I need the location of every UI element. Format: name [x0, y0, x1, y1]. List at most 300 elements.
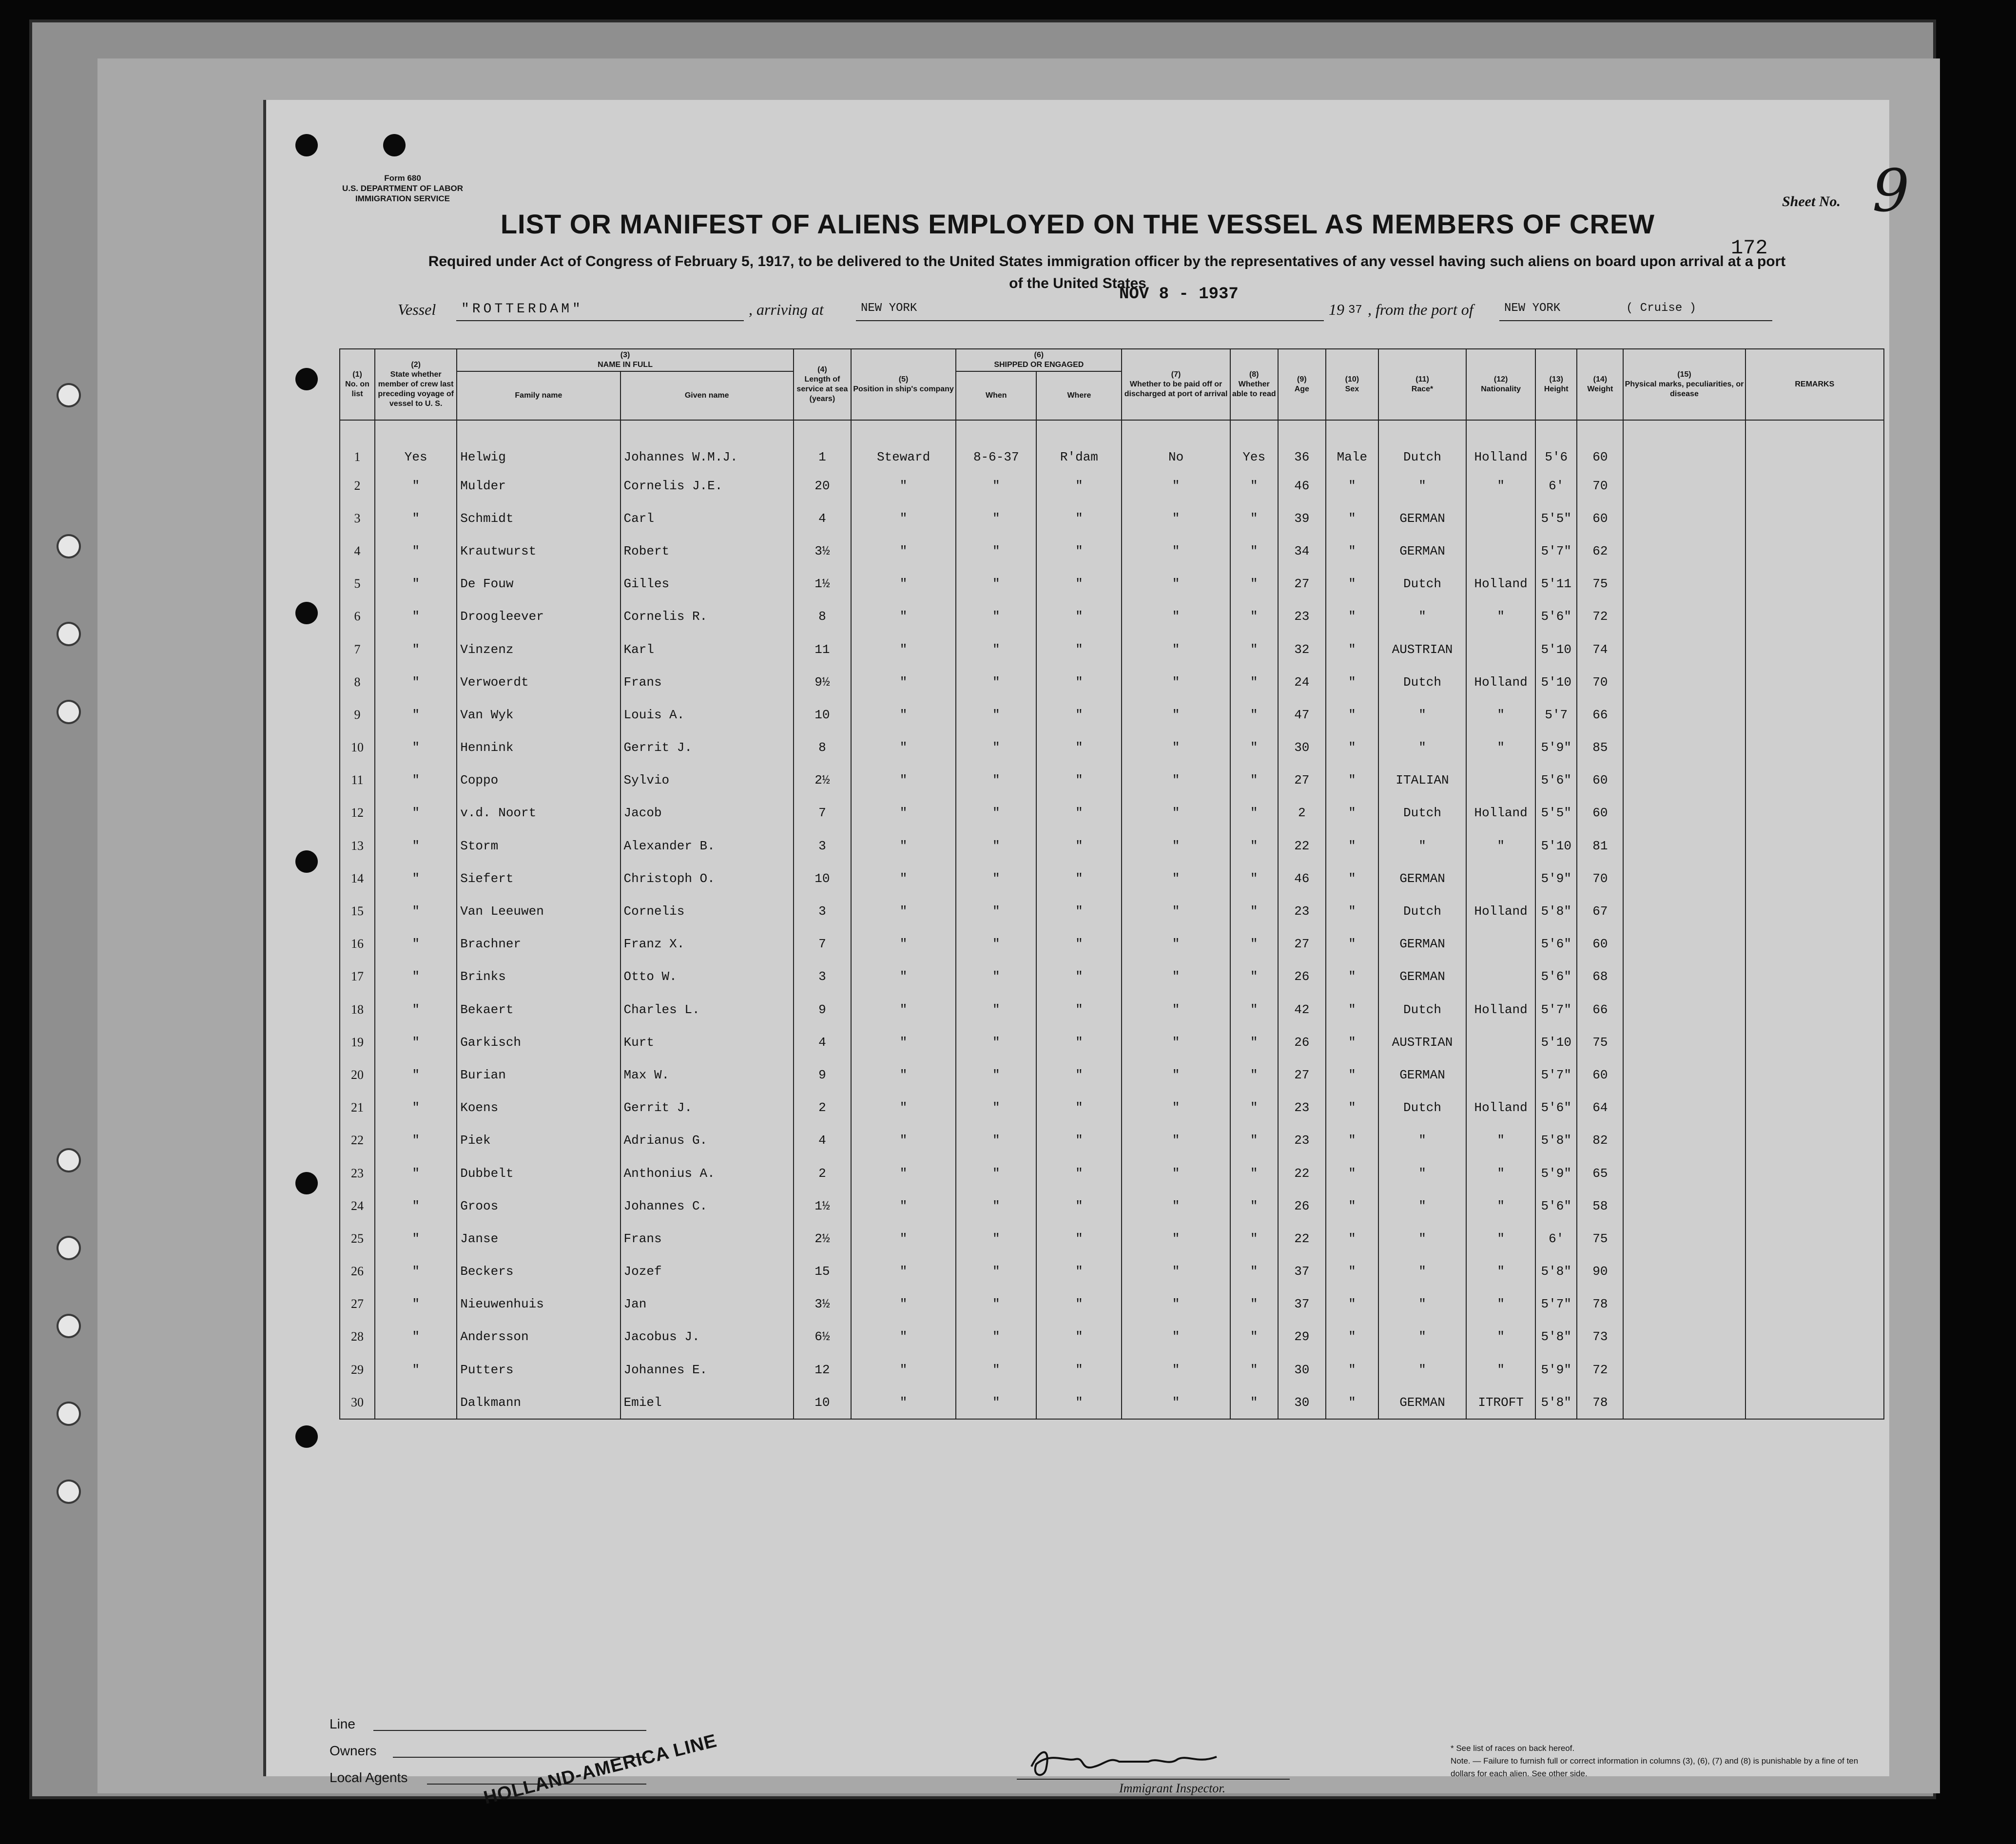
cell-given-name: Karl: [620, 633, 794, 666]
cell-able-to-read: ": [1230, 535, 1278, 567]
cell-number: 4: [340, 535, 375, 567]
cell-weight: 68: [1577, 960, 1623, 993]
cell-shipped-when: 8-6-37: [956, 420, 1036, 469]
cell-service-years: 8: [794, 731, 851, 764]
cell-number: 20: [340, 1058, 375, 1091]
cell-height: 5'6": [1535, 764, 1577, 797]
cell-nationality: ": [1466, 829, 1535, 862]
cell-height: 5'6": [1535, 960, 1577, 993]
cell-nationality: ": [1466, 1321, 1535, 1353]
cell-given-name: Cornelis: [620, 895, 794, 927]
cell-nationality: ": [1466, 1222, 1535, 1255]
cell-shipped-where: ": [1036, 1353, 1122, 1386]
table-row: [340, 1026, 1884, 1058]
cell-family-name: Helwig: [457, 420, 620, 469]
cell-weight: 60: [1577, 502, 1623, 535]
table-row: [340, 829, 1884, 862]
cell-height: 5'7": [1535, 535, 1577, 567]
cell-paid-off: ": [1122, 1255, 1230, 1288]
cell-shipped-where: ": [1036, 1157, 1122, 1190]
cell-family-name: Andersson: [457, 1321, 620, 1353]
cell-service-years: 11: [794, 633, 851, 666]
cell-sex: ": [1326, 1190, 1378, 1222]
cell-shipped-where: ": [1036, 829, 1122, 862]
cell-race: GERMAN: [1378, 535, 1466, 567]
cell-shipped-where: ": [1036, 1222, 1122, 1255]
cell-given-name: Gilles: [620, 568, 794, 600]
col-header-when: When: [956, 371, 1036, 420]
cell-family-name: Dalkmann: [457, 1386, 620, 1419]
cell-able-to-read: ": [1230, 1386, 1278, 1419]
cell-shipped-when: ": [956, 1058, 1036, 1091]
cell-previous-voyage: ": [375, 568, 457, 600]
col-header-race: (11) Race*: [1378, 349, 1466, 420]
cell-shipped-where: ": [1036, 1255, 1122, 1288]
cell-family-name: Beckers: [457, 1255, 620, 1288]
cell-number: 27: [340, 1288, 375, 1321]
cell-previous-voyage: ": [375, 993, 457, 1026]
table-row: [340, 895, 1884, 927]
cell-nationality: ITROFT: [1466, 1386, 1535, 1419]
cell-weight: 67: [1577, 895, 1623, 927]
cell-sex: ": [1326, 895, 1378, 927]
vessel-label: Vessel: [398, 301, 436, 318]
cell-remarks: [1745, 420, 1884, 469]
cell-nationality: ": [1466, 469, 1535, 502]
cell-given-name: Jozef: [620, 1255, 794, 1288]
cell-family-name: Vinzenz: [457, 633, 620, 666]
cell-previous-voyage: ": [375, 633, 457, 666]
cell-paid-off: ": [1122, 829, 1230, 862]
cell-position: ": [851, 1058, 956, 1091]
cell-physical-marks: [1623, 698, 1745, 731]
cell-position: ": [851, 1386, 956, 1419]
cell-shipped-where: ": [1036, 895, 1122, 927]
table-row: [340, 1092, 1884, 1124]
cell-previous-voyage: ": [375, 1026, 457, 1058]
cell-remarks: [1745, 469, 1884, 502]
cell-position: ": [851, 895, 956, 927]
cell-nationality: ": [1466, 1353, 1535, 1386]
cell-nationality: [1466, 764, 1535, 797]
cell-able-to-read: ": [1230, 600, 1278, 633]
cell-shipped-when: ": [956, 1124, 1036, 1157]
cell-able-to-read: ": [1230, 1255, 1278, 1288]
cell-service-years: 7: [794, 797, 851, 829]
cell-family-name: De Fouw: [457, 568, 620, 600]
cell-nationality: Holland: [1466, 1092, 1535, 1124]
cell-height: 5'10: [1535, 666, 1577, 698]
cell-previous-voyage: ": [375, 1157, 457, 1190]
table-row: [340, 1386, 1884, 1419]
cell-paid-off: ": [1122, 993, 1230, 1026]
cell-physical-marks: [1623, 1386, 1745, 1419]
cell-sex: ": [1326, 1124, 1378, 1157]
cell-able-to-read: ": [1230, 698, 1278, 731]
cell-paid-off: ": [1122, 764, 1230, 797]
table-row: [340, 1157, 1884, 1190]
cell-family-name: Brachner: [457, 928, 620, 960]
cell-service-years: 1½: [794, 1190, 851, 1222]
cell-height: 5'5": [1535, 797, 1577, 829]
cell-age: 23: [1278, 600, 1326, 633]
cell-previous-voyage: ": [375, 1255, 457, 1288]
cell-nationality: ": [1466, 1288, 1535, 1321]
cell-shipped-when: ": [956, 1353, 1036, 1386]
cell-given-name: Jacob: [620, 797, 794, 829]
cell-service-years: 1½: [794, 568, 851, 600]
cell-paid-off: ": [1122, 1058, 1230, 1091]
cell-nationality: Holland: [1466, 895, 1535, 927]
cell-sex: ": [1326, 764, 1378, 797]
cell-shipped-when: ": [956, 666, 1036, 698]
cell-number: 23: [340, 1157, 375, 1190]
cell-shipped-when: ": [956, 862, 1036, 895]
cell-physical-marks: [1623, 1026, 1745, 1058]
race-footnote: * See list of races on back hereof.: [1451, 1744, 1575, 1753]
cell-position: ": [851, 502, 956, 535]
cell-family-name: Verwoerdt: [457, 666, 620, 698]
cell-position: ": [851, 1190, 956, 1222]
cell-number: 5: [340, 568, 375, 600]
cell-service-years: 15: [794, 1255, 851, 1288]
cell-given-name: Kurt: [620, 1026, 794, 1058]
cell-able-to-read: ": [1230, 829, 1278, 862]
cell-remarks: [1745, 829, 1884, 862]
cell-able-to-read: ": [1230, 731, 1278, 764]
cell-height: 5'11: [1535, 568, 1577, 600]
cell-weight: 73: [1577, 1321, 1623, 1353]
cell-position: ": [851, 797, 956, 829]
cell-race: GERMAN: [1378, 1058, 1466, 1091]
col-header-marks: (15) Physical marks, peculiarities, or disease: [1623, 349, 1745, 420]
cell-number: 6: [340, 600, 375, 633]
cell-sex: ": [1326, 829, 1378, 862]
cell-age: 39: [1278, 502, 1326, 535]
cell-weight: 64: [1577, 1092, 1623, 1124]
cell-paid-off: ": [1122, 502, 1230, 535]
col-header-shipped: (6) SHIPPED OR ENGAGED: [956, 349, 1122, 371]
cell-service-years: 2½: [794, 1222, 851, 1255]
cell-given-name: Gerrit J.: [620, 1092, 794, 1124]
cell-able-to-read: ": [1230, 666, 1278, 698]
cell-able-to-read: ": [1230, 1026, 1278, 1058]
cell-given-name: Max W.: [620, 1058, 794, 1091]
cell-able-to-read: ": [1230, 568, 1278, 600]
cell-remarks: [1745, 1092, 1884, 1124]
cell-given-name: Johannes W.M.J.: [620, 420, 794, 469]
cell-remarks: [1745, 568, 1884, 600]
cell-able-to-read: ": [1230, 633, 1278, 666]
cell-height: 5'5": [1535, 502, 1577, 535]
cell-given-name: Gerrit J.: [620, 731, 794, 764]
arrival-port: NEW YORK: [861, 302, 917, 315]
cell-height: 5'7": [1535, 1058, 1577, 1091]
cell-previous-voyage: [375, 1386, 457, 1419]
cell-previous-voyage: ": [375, 731, 457, 764]
cell-able-to-read: ": [1230, 928, 1278, 960]
cell-previous-voyage: ": [375, 1190, 457, 1222]
cell-race: ": [1378, 1353, 1466, 1386]
punch-hole: [295, 1425, 318, 1448]
cell-able-to-read: Yes: [1230, 420, 1278, 469]
table-row: [340, 1353, 1884, 1386]
cell-able-to-read: ": [1230, 469, 1278, 502]
cell-weight: 65: [1577, 1157, 1623, 1190]
cell-physical-marks: [1623, 1321, 1745, 1353]
cell-given-name: Jacobus J.: [620, 1321, 794, 1353]
cell-shipped-when: ": [956, 731, 1036, 764]
col-header-paid-off: (7) Whether to be paid off or discharged at port of arrival: [1122, 349, 1230, 420]
cell-age: 24: [1278, 666, 1326, 698]
cell-physical-marks: [1623, 568, 1745, 600]
cell-position: ": [851, 1124, 956, 1157]
cell-service-years: 4: [794, 502, 851, 535]
cell-physical-marks: [1623, 993, 1745, 1026]
cell-previous-voyage: Yes: [375, 420, 457, 469]
cell-remarks: [1745, 764, 1884, 797]
cell-age: 42: [1278, 993, 1326, 1026]
cell-age: 22: [1278, 829, 1326, 862]
cell-sex: ": [1326, 1288, 1378, 1321]
cell-shipped-when: ": [956, 1190, 1036, 1222]
cell-shipped-when: ": [956, 1288, 1036, 1321]
cell-position: ": [851, 764, 956, 797]
cell-number: 9: [340, 698, 375, 731]
cell-number: 24: [340, 1190, 375, 1222]
cell-sex: ": [1326, 862, 1378, 895]
cell-position: ": [851, 535, 956, 567]
cell-shipped-where: ": [1036, 1058, 1122, 1091]
cell-position: ": [851, 568, 956, 600]
cell-family-name: Janse: [457, 1222, 620, 1255]
cell-race: ": [1378, 698, 1466, 731]
cell-weight: 75: [1577, 1026, 1623, 1058]
cell-able-to-read: ": [1230, 1157, 1278, 1190]
cell-remarks: [1745, 993, 1884, 1026]
cell-position: Steward: [851, 420, 956, 469]
table-row: [340, 1222, 1884, 1255]
cell-physical-marks: [1623, 797, 1745, 829]
cell-paid-off: ": [1122, 1157, 1230, 1190]
cell-height: 5'7": [1535, 1288, 1577, 1321]
cell-weight: 58: [1577, 1190, 1623, 1222]
line-label: Line: [330, 1716, 355, 1731]
cell-service-years: 10: [794, 1386, 851, 1419]
cell-age: 47: [1278, 698, 1326, 731]
cell-number: 13: [340, 829, 375, 862]
document-title: LIST OR MANIFEST OF ALIENS EMPLOYED ON THE VESSEL AS MEMBERS OF CREW: [500, 209, 1655, 239]
col-header-position: (5) Position in ship's company: [851, 349, 956, 420]
cell-family-name: Van Leeuwen: [457, 895, 620, 927]
cell-previous-voyage: ": [375, 535, 457, 567]
table-row: [340, 1255, 1884, 1288]
punch-hole: [295, 850, 318, 873]
cell-position: ": [851, 1288, 956, 1321]
cell-service-years: 3: [794, 829, 851, 862]
cell-sex: ": [1326, 731, 1378, 764]
cell-sex: ": [1326, 797, 1378, 829]
cell-shipped-when: ": [956, 1092, 1036, 1124]
cell-weight: 75: [1577, 568, 1623, 600]
cell-weight: 60: [1577, 764, 1623, 797]
cell-remarks: [1745, 797, 1884, 829]
cell-remarks: [1745, 960, 1884, 993]
page-stamp: 172: [1731, 236, 1768, 260]
cell-height: 5'6": [1535, 1190, 1577, 1222]
cell-able-to-read: ": [1230, 993, 1278, 1026]
cell-physical-marks: [1623, 895, 1745, 927]
col-header-weight: (14) Weight: [1577, 349, 1623, 420]
cell-physical-marks: [1623, 1288, 1745, 1321]
cell-previous-voyage: ": [375, 895, 457, 927]
cell-family-name: Bekaert: [457, 993, 620, 1026]
cell-nationality: ": [1466, 600, 1535, 633]
cell-shipped-when: ": [956, 600, 1036, 633]
cell-number: 30: [340, 1386, 375, 1419]
cell-previous-voyage: ": [375, 1058, 457, 1091]
cell-number: 14: [340, 862, 375, 895]
table-row: [340, 698, 1884, 731]
cell-height: 5'8": [1535, 895, 1577, 927]
cell-family-name: Burian: [457, 1058, 620, 1091]
cell-service-years: 2: [794, 1157, 851, 1190]
cell-nationality: [1466, 535, 1535, 567]
cell-family-name: Piek: [457, 1124, 620, 1157]
cell-race: Dutch: [1378, 1092, 1466, 1124]
cell-nationality: [1466, 960, 1535, 993]
cell-position: ": [851, 1255, 956, 1288]
inspector-signature: [1022, 1742, 1226, 1781]
cell-previous-voyage: ": [375, 928, 457, 960]
cell-age: 26: [1278, 960, 1326, 993]
punch-hole: [383, 134, 406, 156]
footnotes: [1451, 1742, 1880, 1780]
cell-remarks: [1745, 535, 1884, 567]
cell-race: ": [1378, 1222, 1466, 1255]
cell-height: 6': [1535, 1222, 1577, 1255]
cell-number: 25: [340, 1222, 375, 1255]
cell-race: Dutch: [1378, 895, 1466, 927]
holland-america-line-stamp: HOLLAND-AMERICA LINE: [482, 1730, 719, 1808]
cell-shipped-where: ": [1036, 1092, 1122, 1124]
cell-height: 5'10: [1535, 633, 1577, 666]
cell-service-years: 4: [794, 1124, 851, 1157]
cell-position: ": [851, 993, 956, 1026]
cell-remarks: [1745, 1190, 1884, 1222]
cell-race: Dutch: [1378, 420, 1466, 469]
cell-shipped-where: ": [1036, 764, 1122, 797]
cell-given-name: Charles L.: [620, 993, 794, 1026]
cell-height: 5'8": [1535, 1255, 1577, 1288]
cell-number: 19: [340, 1026, 375, 1058]
cell-physical-marks: [1623, 1255, 1745, 1288]
sheet-number-label: Sheet No.: [1782, 193, 1841, 210]
cell-nationality: ": [1466, 1157, 1535, 1190]
cell-nationality: [1466, 502, 1535, 535]
cell-given-name: Jan: [620, 1288, 794, 1321]
cell-age: 22: [1278, 1157, 1326, 1190]
cell-sex: ": [1326, 698, 1378, 731]
cell-number: 21: [340, 1092, 375, 1124]
col-header-prev-voyage: (2) State whether member of crew last preceding voyage of vessel to U. S.: [375, 349, 457, 420]
cell-family-name: Brinks: [457, 960, 620, 993]
year-suffix: 37: [1348, 304, 1362, 317]
cell-race: ": [1378, 1288, 1466, 1321]
cell-race: ": [1378, 829, 1466, 862]
cell-sex: ": [1326, 633, 1378, 666]
cell-number: 22: [340, 1124, 375, 1157]
cell-height: 5'7: [1535, 698, 1577, 731]
cell-nationality: Holland: [1466, 420, 1535, 469]
cell-weight: 70: [1577, 666, 1623, 698]
cell-shipped-when: ": [956, 469, 1036, 502]
cell-age: 23: [1278, 1092, 1326, 1124]
cell-paid-off: ": [1122, 797, 1230, 829]
col-header-height: (13) Height: [1535, 349, 1577, 420]
table-row: [340, 797, 1884, 829]
col-header-name: (3) NAME IN FULL: [457, 349, 794, 371]
cell-race: GERMAN: [1378, 960, 1466, 993]
col-header-where: Where: [1036, 371, 1122, 420]
cell-remarks: [1745, 1353, 1884, 1386]
cell-family-name: Groos: [457, 1190, 620, 1222]
cell-physical-marks: [1623, 829, 1745, 862]
cell-nationality: ": [1466, 731, 1535, 764]
cell-paid-off: No: [1122, 420, 1230, 469]
cell-family-name: Schmidt: [457, 502, 620, 535]
cell-number: 10: [340, 731, 375, 764]
col-header-given-name: Given name: [620, 371, 794, 420]
cell-able-to-read: ": [1230, 960, 1278, 993]
cell-given-name: Johannes C.: [620, 1190, 794, 1222]
cell-physical-marks: [1623, 1222, 1745, 1255]
cell-age: 32: [1278, 633, 1326, 666]
cell-shipped-when: ": [956, 829, 1036, 862]
cell-age: 27: [1278, 568, 1326, 600]
table-row: [340, 764, 1884, 797]
cell-race: ": [1378, 1157, 1466, 1190]
cell-physical-marks: [1623, 420, 1745, 469]
cell-position: ": [851, 469, 956, 502]
cell-weight: 82: [1577, 1124, 1623, 1157]
cell-sex: ": [1326, 1092, 1378, 1124]
cell-race: ": [1378, 469, 1466, 502]
cell-given-name: Otto W.: [620, 960, 794, 993]
cell-able-to-read: ": [1230, 1058, 1278, 1091]
cell-given-name: Sylvio: [620, 764, 794, 797]
cell-service-years: 12: [794, 1353, 851, 1386]
table-row: [340, 928, 1884, 960]
cell-race: AUSTRIAN: [1378, 633, 1466, 666]
cell-number: 3: [340, 502, 375, 535]
cell-height: 5'7": [1535, 993, 1577, 1026]
cell-nationality: [1466, 928, 1535, 960]
cell-shipped-when: ": [956, 1157, 1036, 1190]
cell-height: 5'9": [1535, 862, 1577, 895]
cell-service-years: 2: [794, 1092, 851, 1124]
punch-hole: [295, 368, 318, 390]
cell-position: ": [851, 1092, 956, 1124]
cell-physical-marks: [1623, 960, 1745, 993]
cell-weight: 60: [1577, 928, 1623, 960]
cell-height: 5'10: [1535, 1026, 1577, 1058]
cell-family-name: Koens: [457, 1092, 620, 1124]
cell-sex: ": [1326, 928, 1378, 960]
cell-sex: ": [1326, 1222, 1378, 1255]
cell-shipped-where: ": [1036, 1026, 1122, 1058]
cell-shipped-where: ": [1036, 666, 1122, 698]
